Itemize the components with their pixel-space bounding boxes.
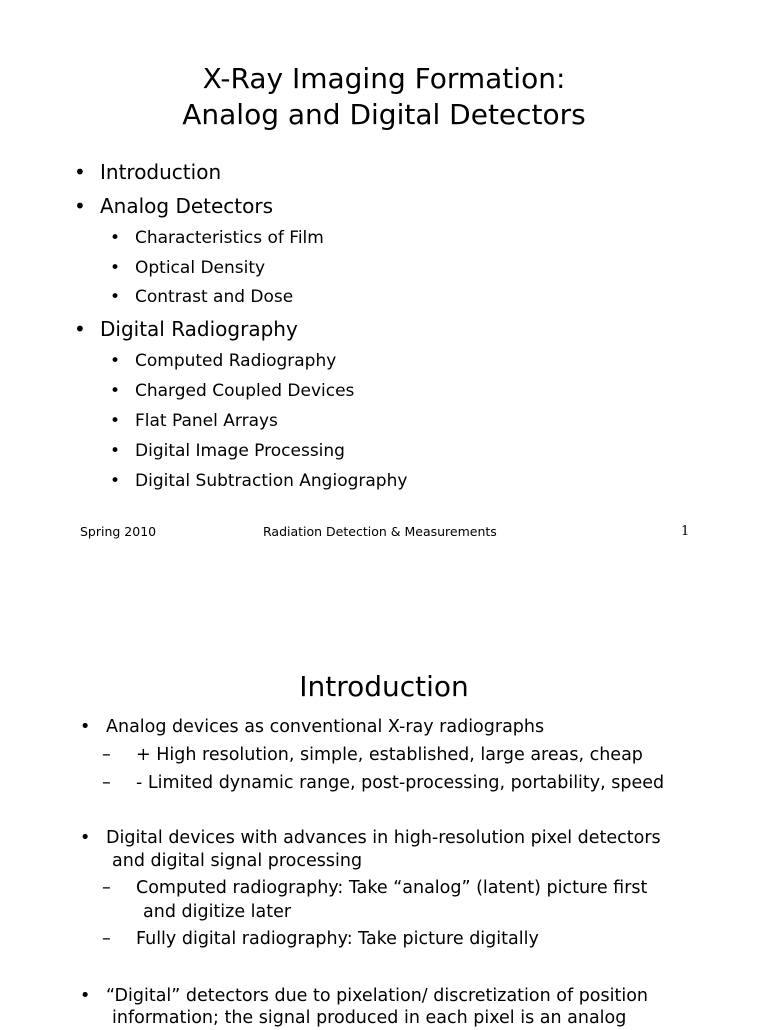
bullet-introduction [74,159,221,185]
bullet-dot: • [110,441,121,461]
bullet-dot: • [110,411,121,431]
dash-marker: – [102,929,111,949]
point-text: Digital devices with advances in high-resolution pixel detectors [106,828,661,848]
sub-bullet-label: Digital Subtraction Angiography [135,471,408,491]
bullet-dot: • [110,258,121,278]
bullet-digital-radiography [74,316,298,342]
sub-bullet-label: Computed Radiography [135,351,337,371]
sub-bullet-digital-image-processing [110,440,345,462]
slide-2 [0,600,768,1028]
bullet-dot: • [74,317,86,341]
bullet-label: Analog Detectors [100,194,274,218]
point-digital-detectors-continuation: information; the signal produced in each pixel is an analog [112,1008,627,1028]
sub-point-text: Fully digital radiography: Take picture digitally [136,929,539,949]
sub-bullet-optical-density [110,257,265,279]
sub-bullet-label: Flat Panel Arrays [135,411,278,431]
point-text: Analog devices as conventional X-ray radiographs [106,717,545,737]
footer-course-title: Radiation Detection & Measurements [263,524,497,539]
bullet-dot: • [80,828,91,848]
bullet-dot: • [110,287,121,307]
bullet-dot: • [74,160,86,184]
bullet-label: Introduction [100,160,222,184]
sub-point-text: - Limited dynamic range, post-processing, portability, speed [136,773,665,793]
slide-1-title-line-1: X-Ray Imaging Formation: [202,62,566,95]
sub-point-fully-digital-radiography [102,927,539,951]
slide-2-title: Introduction [299,670,469,703]
sub-point-advantages [102,743,643,767]
sub-point-text: Computed radiography: Take “analog” (latent) picture first [136,878,648,898]
bullet-dot: • [110,471,121,491]
sub-bullet-charged-coupled-devices [110,380,354,402]
sub-bullet-characteristics-of-film [110,227,324,249]
sub-point-computed-radiography [102,876,647,900]
footer-page-number: 1 [681,524,690,539]
bullet-analog-detectors [74,193,273,219]
footer-date: Spring 2010 [80,524,157,539]
sub-bullet-flat-panel-arrays [110,410,278,432]
sub-bullet-label: Optical Density [135,258,266,278]
sub-bullet-digital-subtraction-angiography [110,470,407,492]
point-digital-devices [80,826,661,850]
dash-marker: – [102,878,111,898]
point-digital-detectors-pixelation [80,984,648,1008]
point-digital-devices-continuation: and digital signal processing [112,851,363,871]
sub-point-computed-radiography-continuation: and digitize later [143,902,292,922]
point-text: “Digital” detectors due to pixelation/ discretization of position [106,986,649,1006]
dash-marker: – [102,773,111,793]
sub-point-text: + High resolution, simple, established, large areas, cheap [136,745,643,765]
sub-point-disadvantages [102,771,664,795]
bullet-dot: • [110,351,121,371]
bullet-dot: • [110,381,121,401]
bullet-dot: • [80,717,91,737]
dash-marker: – [102,745,111,765]
sub-bullet-label: Charged Coupled Devices [135,381,355,401]
bullet-dot: • [110,228,121,248]
slide-1-title-line-2: Analog and Digital Detectors [182,98,586,131]
bullet-dot: • [74,194,86,218]
bullet-dot: • [80,986,91,1006]
sub-bullet-label: Characteristics of Film [135,228,324,248]
sub-bullet-computed-radiography [110,350,336,372]
sub-bullet-label: Contrast and Dose [135,287,294,307]
point-analog-devices [80,715,544,739]
sub-bullet-label: Digital Image Processing [135,441,345,461]
bullet-label: Digital Radiography [100,317,298,341]
sub-bullet-contrast-and-dose [110,286,293,308]
